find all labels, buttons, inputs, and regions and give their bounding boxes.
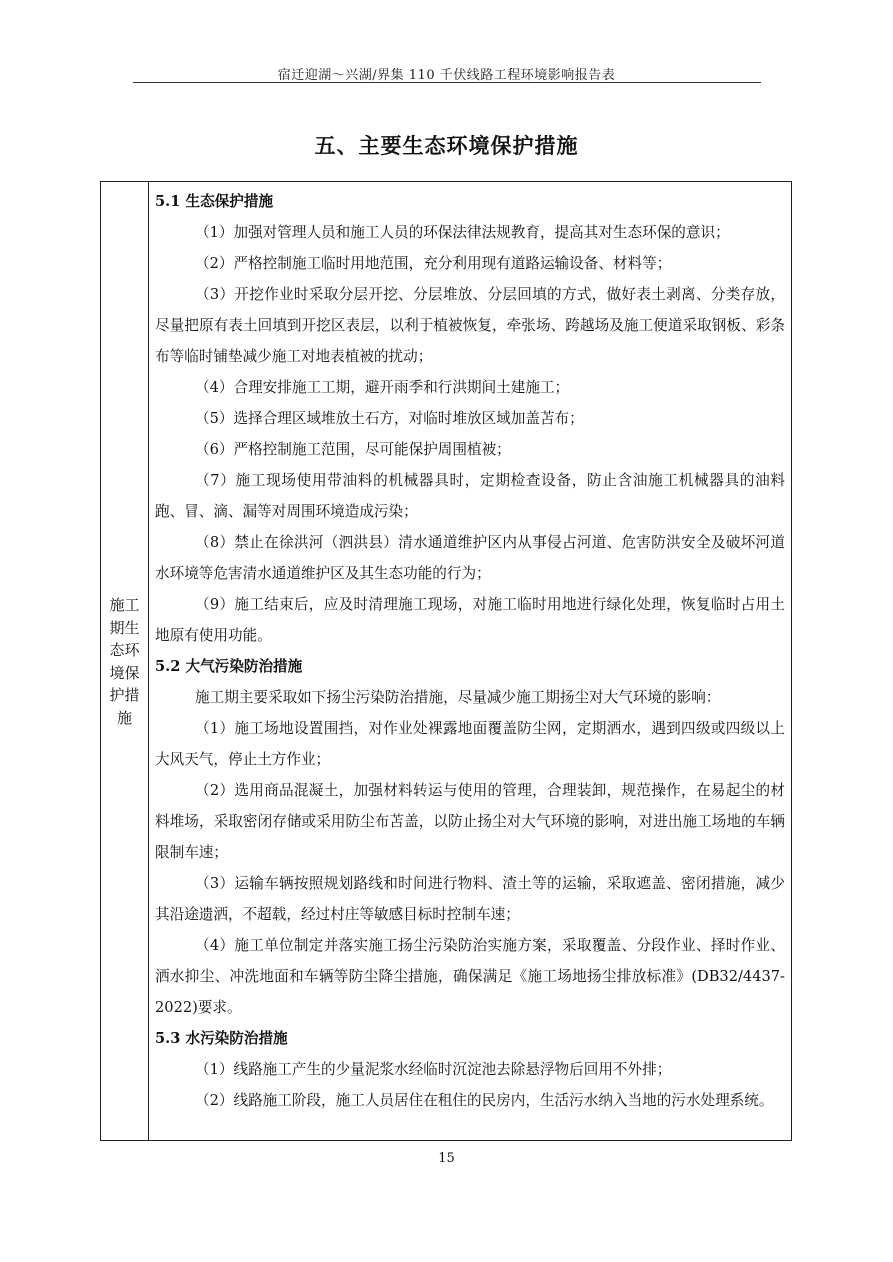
- section-heading: 5.2 大气污染防治措施: [155, 658, 303, 675]
- category-label-line: 护措: [109, 686, 140, 704]
- paragraph: （6）严格控制施工范围，尽可能保护周围植被；: [195, 441, 511, 458]
- paragraph: （8）禁止在徐洪河（泗洪县）清水通道维护区内从事侵占河道、危害防洪安全及破坏河道水环境等危害清水通道维护区及其生态功能的行为；: [155, 534, 785, 582]
- measures-content: [149, 186, 787, 1116]
- paragraph: （5）选择合理区域堆放土石方，对临时堆放区域加盖苫布；: [195, 410, 584, 427]
- running-header: 宿迁迎湖～兴湖/界集 110 千伏线路工程环境影响报告表: [277, 68, 616, 83]
- header-rule: [133, 82, 761, 83]
- paragraph: （2）严格控制施工临时用地范围，充分利用现有道路运输设备、材料等；: [195, 255, 672, 272]
- page-title: 五、主要生态环境保护措施: [314, 134, 579, 158]
- paragraph: （3）运输车辆按照规划路线和时间进行物料、渣土等的运输，采取遮盖、密闭措施，减少其沿途遗洒，不超载，经过村庄等敏感目标时控制车速；: [155, 875, 785, 923]
- category-label-line: 态环: [109, 641, 140, 659]
- paragraph: （9）施工结束后，应及时清理施工现场，对施工临时用地进行绿化处理，恢复临时占用土地原有使用功能。: [155, 596, 785, 644]
- paragraph: （2）线路施工阶段，施工人员居住在租住的民房内，生活污水纳入当地的污水处理系统。: [195, 1092, 774, 1109]
- section-heading: 5.3 水污染防治措施: [155, 1030, 288, 1047]
- paragraph: 施工期主要采取如下扬尘污染防治措施，尽量减少施工期扬尘对大气环境的影响：: [195, 689, 721, 706]
- page-number: 15: [438, 1151, 455, 1166]
- paragraph: （7）施工现场使用带油料的机械器具时，定期检查设备，防止含油施工机械器具的油料跑、冒、滴、漏等对周围环境造成污染；: [155, 472, 785, 520]
- paragraph: （1）加强对管理人员和施工人员的环保法律法规教育，提高其对生态环保的意识；: [195, 224, 730, 241]
- paragraph: （4）施工单位制定并落实施工扬尘污染防治实施方案，采取覆盖、分段作业、择时作业、洒水抑尘、冲洗地面和车辆等防尘降尘措施，确保满足《施工场地扬尘排放标准》(DB32/4437-2022)要求。: [155, 937, 785, 1016]
- category-label-line: 施工: [109, 596, 140, 614]
- paragraph: （1）施工场地设置围挡，对作业处裸露地面覆盖防尘网，定期洒水，遇到四级或四级以上大风天气，停止土方作业；: [155, 720, 785, 768]
- category-label-line: 期生: [109, 618, 140, 637]
- paragraph: （4）合理安排施工工期，避开雨季和行洪期间土建施工；: [195, 379, 570, 396]
- paragraph: （3）开挖作业时采取分层开挖、分层堆放、分层回填的方式，做好表土剥离、分类存放，尽量把原有表土回填到开挖区表层，以利于植被恢复，牵张场、跨越场及施工便道采取钢板、彩条布等临时铺垫减少施工对地表植被的扰动；: [155, 286, 785, 365]
- category-label-line: 施: [116, 708, 132, 727]
- category-column: [101, 182, 149, 1140]
- section-heading: 5.1 生态保护措施: [155, 193, 274, 210]
- paragraph: （2）选用商品混凝土，加强材料转运与使用的管理，合理装卸，规范操作，在易起尘的材料堆场，采取密闭存储或采用防尘布苫盖，以防止扬尘对大气环境的影响，对进出施工场地的车辆限制车速；: [155, 782, 785, 861]
- paragraph: （1）线路施工产生的少量泥浆水经临时沉淀池去除悬浮物后回用不外排；: [195, 1061, 672, 1078]
- category-label: [101, 594, 148, 729]
- measures-table: [100, 181, 792, 1141]
- category-label-line: 境保: [109, 663, 140, 682]
